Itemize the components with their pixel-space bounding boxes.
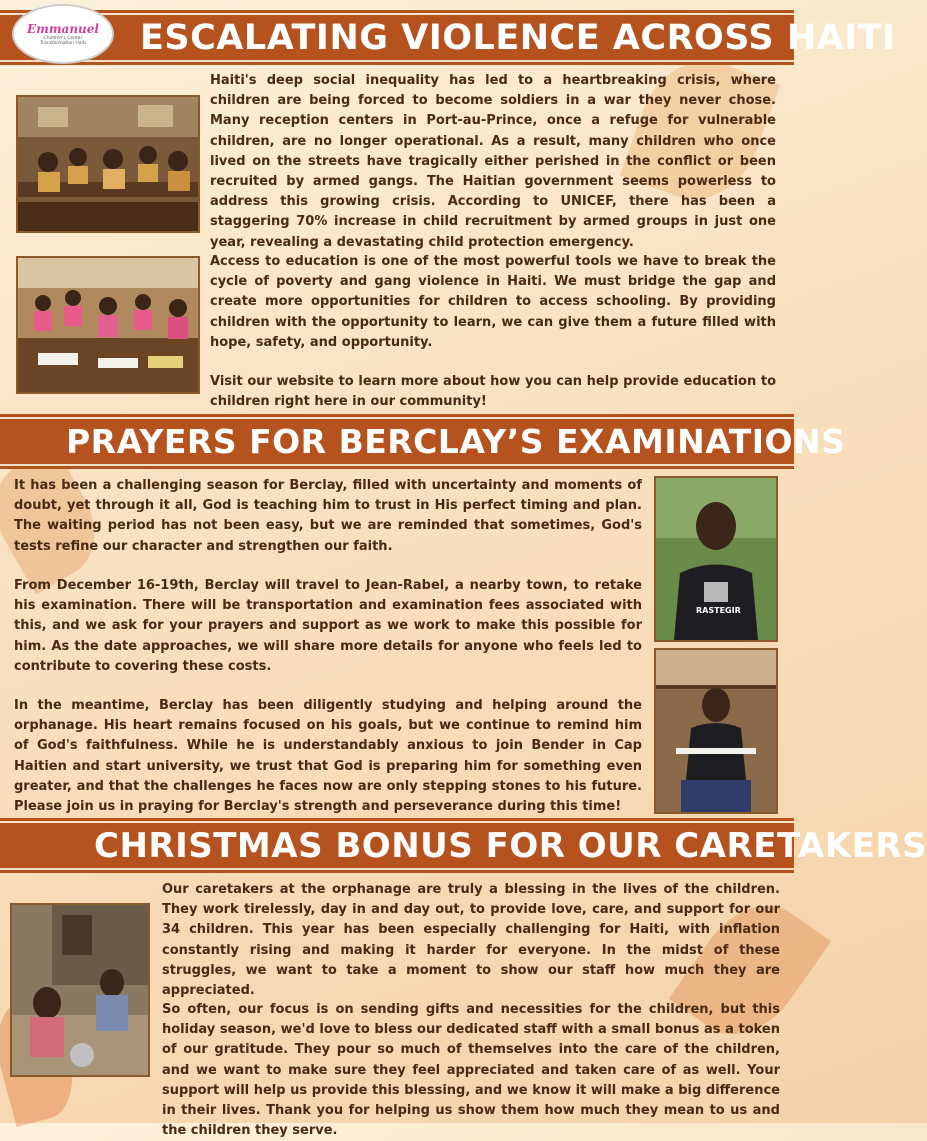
website-paragraph: Visit our website to learn more about how you can help provide education to children right here in our community!	[210, 374, 776, 410]
caretakers-photo	[10, 903, 150, 1077]
logo-name: Emmanuel	[27, 21, 99, 36]
berclay-paragraph-3: In the meantime, Berclay has been diligently studying and helping around the orphanage. His heart remains focused on his goals, but we continue to remind him of God's faithfulness. While he is understandably anxious to join Bender in Cap Haitien and start university, we trust that God is preparing him for something even greater, and that the challenges he faces now are only stepping stones to his future. Please join us in praying for Berclay's strength and perseverance during this time!	[14, 698, 642, 815]
berclay-paragraph-1: It has been a challenging season for Berclay, filled with uncertainty and moments of doubt, yet through it all, God is teaching him to trust in His perfect timing and plan. The waiting period has not been easy, but we are reminded that sometimes, God's tests refine our character and strengthen our faith.	[14, 478, 642, 554]
logo-subtitle: Children's Center	[43, 35, 83, 41]
caretakers-paragraph-1: Our caretakers at the orphanage are truly a blessing in the lives of the children. They work tirelessly, day in and day out, to provide love, care, and support for our 34 children. This year has been especially challenging for Haiti, with inflation constantly rising and making it harder for everyone. In the midst of these struggles, we want to take a moment to show our staff how much they are appreciated.	[162, 882, 780, 999]
violence-paragraph-1: Haiti's deep social inequality has led to a heartbreaking crisis, where children are being forced to become soldiers in a war they never chose. Many reception centers in Port-au-Prince, once a refuge for vulnerable children, are no longer operational. As a result, many children who once lived on the streets have tragically either perished in the conflict or been recruited by armed gangs. The Haitian government seems powerless to address this growing crisis. According to UNICEF, there has been a staggering 70% increase in child recruitment by armed groups in just one year, revealing a devastating child protection emergency.	[210, 73, 776, 250]
education-paragraph: Access to education is one of the most powerful tools we have to break the cycle of poverty and gang violence in Haiti. We must bridge the gap and create more opportunities for children to access schooling. By providing children with the opportunity to learn, we can give them a future filled with hope, safety, and opportunity.	[210, 254, 776, 350]
classroom-photo	[16, 95, 200, 233]
berclay-studying-photo	[654, 648, 778, 814]
schoolchildren-photo	[16, 256, 200, 394]
section-title: PRAYERS FOR BERCLAY’S EXAMINATIONS	[66, 422, 846, 461]
berclay-paragraph-2: From December 16-19th, Berclay will travel to Jean-Rabel, a nearby town, to retake his examination. There will be transportation and examination fees associated with this, and we ask for your prayers and support as we work to make this possible for him. As the date approaches, we will share more details for anyone who feels led to contribute to covering these costs.	[14, 578, 642, 674]
section-header-berclay	[0, 414, 846, 469]
section-header-violence	[0, 10, 896, 65]
section-header-caretakers	[0, 818, 927, 873]
logo-subtitle: Transformation Haiti	[40, 41, 86, 46]
caretakers-paragraph-2: So often, our focus is on sending gifts and necessities for the children, but this holiday season, we'd love to bless our dedicated staff with a small bonus as a token of our gratitude. They pour so much of themselves into the care of the children, and we want to make sure they feel appreciated and taken care of as well. Your support will help us provide this blessing, and we know it will make a big difference in their lives. Thank you for helping us show them how much they mean to us and the children they serve.	[162, 1002, 780, 1139]
section-title: ESCALATING VIOLENCE ACROSS HAITI	[140, 17, 896, 58]
berclay-portrait-photo	[654, 476, 778, 642]
organization-logo	[12, 4, 114, 64]
section-title: CHRISTMAS BONUS FOR OUR CARETAKERS	[94, 825, 927, 866]
shirt-text: RASTEGIR	[696, 606, 741, 615]
